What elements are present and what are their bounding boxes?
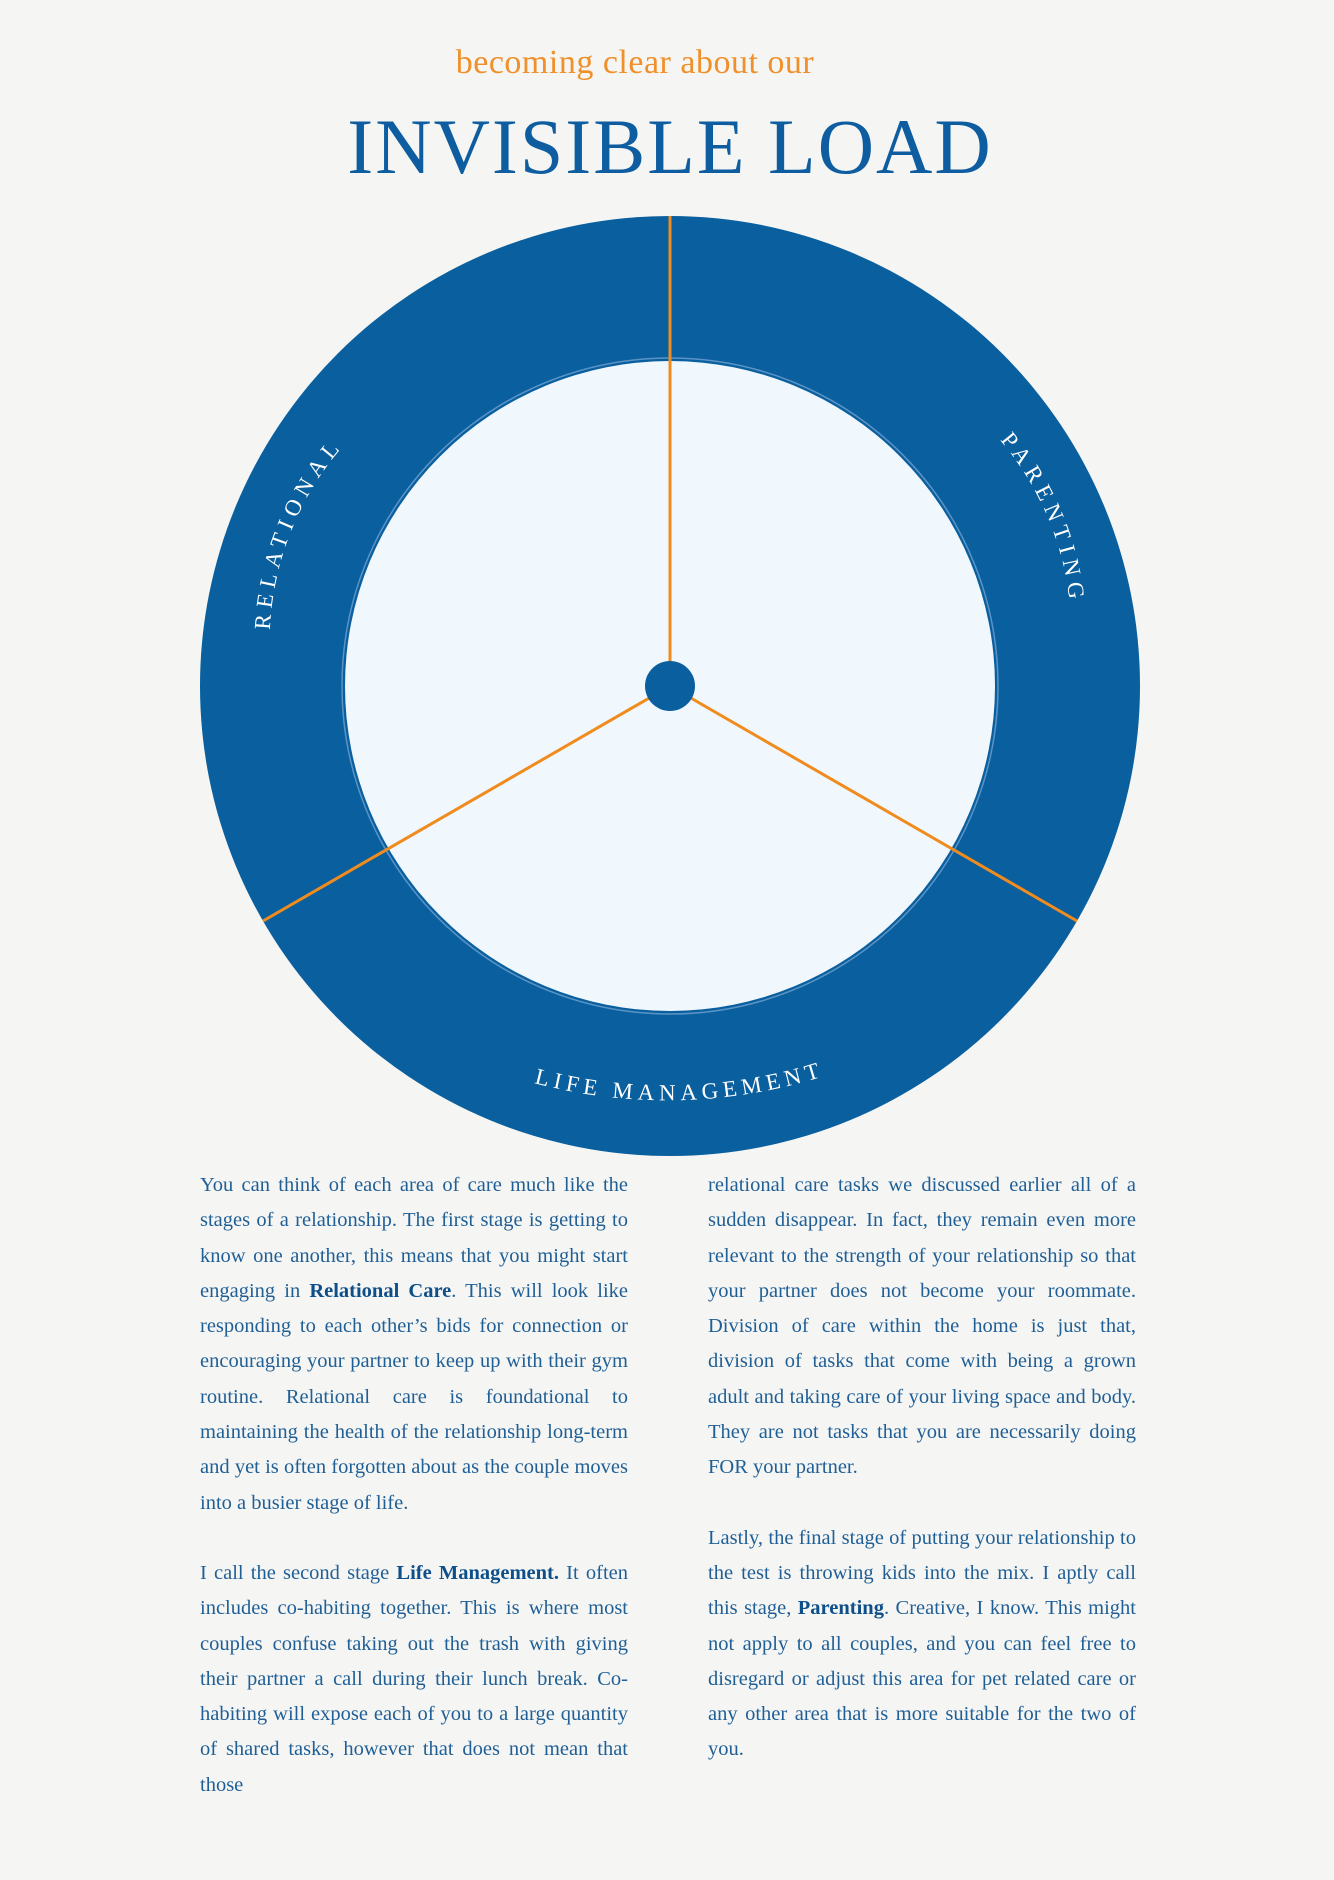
emphasis-relational-care: Relational Care	[309, 1279, 452, 1302]
text: . This will look like responding to each other’s bids for connection or encouraging your partner to keep up with their gym routine. Relational care is foundational to maintaining the health of the relationship long-term and yet is often forgotten about as the couple moves into a busier stage of life.	[200, 1279, 628, 1514]
page-subtitle: becoming clear about our	[455, 44, 815, 81]
body-column-right	[708, 1168, 1136, 1803]
text: You can think of each area of care much like the stages of a relationship. The first stage is getting to know one another, this means that you might start engaging in	[200, 1174, 628, 1302]
body-column-left	[200, 1168, 628, 1838]
emphasis-parenting: Parenting	[797, 1597, 884, 1620]
text: I call the second stage	[200, 1561, 397, 1584]
emphasis-life-management: Life Management.	[396, 1561, 559, 1584]
text: . Creative, I know. This might not apply to all couples, and you can feel free to disregard or adjust this area for pet related care or any other area that is more suitable for the two of you.	[708, 1597, 1136, 1761]
page-title: INVISIBLE LOAD	[347, 103, 993, 190]
paragraph-continuation	[708, 1168, 1136, 1486]
text: It often includes co-habiting together. This is where most couples confuse taking out the trash with giving their partner a call during their lunch break. Co-habiting will expose each of you to a large quantity of shared tasks, however that does not mean that those	[200, 1561, 628, 1796]
text: Lastly, the final stage of putting your relationship to the test is throwing kids into the mix. I aptly call this stage,	[708, 1526, 1136, 1620]
segment-label-relational: RELATIONAL	[249, 432, 348, 631]
paragraph-parenting	[708, 1521, 1136, 1768]
text: relational care tasks we discussed earlier all of a sudden disappear. In fact, they remain even more relevant to the strength of your relationship so that your partner does not become your roommate. Division of care within the home is just that, division of tasks that come with being a grown adult and taking care of your living space and body. They are not tasks that you are necessarily doing FOR your partner.	[708, 1174, 1136, 1479]
paragraph-life-management	[200, 1556, 628, 1803]
hub	[645, 661, 695, 711]
paragraph-relational-care	[200, 1168, 628, 1521]
segment-label-parenting: PARENTING	[996, 427, 1090, 607]
segment-label-life-management: LIFE MANAGEMENT	[532, 1056, 828, 1106]
